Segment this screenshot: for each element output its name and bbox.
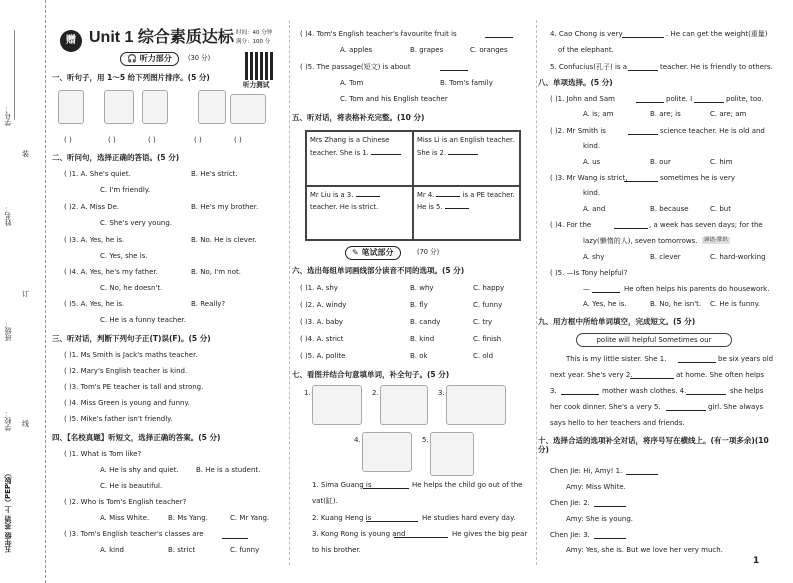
time-label: 时间：40 分钟: [236, 30, 273, 36]
option: B. He is a student.: [196, 466, 261, 474]
answer-blank[interactable]: [678, 355, 716, 363]
option: C. Mr Yang.: [230, 514, 270, 522]
qr-code-icon: [245, 52, 273, 80]
page-title: Unit 1 综合素质达标: [89, 29, 234, 46]
cut-mark: 线: [22, 420, 29, 428]
question: ( )5. A. polite: [300, 352, 346, 360]
picture-kong-rong: [446, 385, 506, 425]
section-8-title: 八、单项选择。(5 分): [538, 78, 613, 87]
question: ( )4. A. strict: [300, 335, 344, 343]
question: lazy(懒惰的人), seven tomorrows.: [583, 237, 698, 245]
headphones-icon: 🎧: [127, 54, 140, 63]
answer-bracket[interactable]: ( ): [108, 136, 116, 144]
option: C. Tom and his English teacher: [340, 95, 448, 103]
option: C. I'm friendly.: [100, 186, 151, 194]
option: A. shy: [583, 253, 605, 261]
statement: ( )1. Ms Smith is Jack's maths teacher.: [64, 351, 198, 359]
passage-line: mother wash clothes. 4.: [602, 387, 687, 395]
statement: ( )3. Tom's PE teacher is tall and strong.: [64, 383, 204, 391]
section-6-title: 六、选出每组单词画线部分读音不同的选项。(5 分): [292, 266, 465, 275]
picture-number: 2.: [372, 389, 379, 397]
proverb-tag: 谚语·常识: [704, 237, 728, 243]
answer-bracket[interactable]: ( ): [234, 136, 242, 144]
dialogue-line: Amy: Miss White.: [566, 483, 626, 491]
sentence: 3. Kong Rong is young and: [312, 530, 406, 538]
answer-blank[interactable]: [394, 530, 448, 538]
sentence: 5. Confucius(孔子) is a: [550, 63, 628, 71]
question: polite, too.: [726, 95, 764, 103]
dialogue-line: Amy: Yes, she is. But we love her very much.: [566, 546, 723, 554]
question: ( )4. A. Yes, he's my father.: [64, 268, 158, 276]
option: B. grapes: [410, 46, 444, 54]
answer-blank[interactable]: [592, 285, 620, 293]
sentence: 2. Kuang Heng is: [312, 514, 372, 522]
question: ( )2. Who is Tom's English teacher?: [64, 498, 187, 506]
passage-line: her cook dinner. She's a very 5.: [550, 403, 661, 411]
pencil-icon: ✎: [352, 248, 362, 257]
option: A. Yes, he is.: [583, 300, 627, 308]
option: C. funny: [473, 301, 503, 309]
section-1-title: 一、听句子，用 1～5 给下列图片排序。(5 分): [52, 73, 210, 82]
question: ( )1. A. She's quiet.: [64, 170, 131, 178]
sentence: 1. Sima Guang is: [312, 481, 372, 489]
answer-blank[interactable]: [440, 63, 468, 71]
option: C. He is beautiful.: [100, 482, 163, 490]
dialogue-line: Chen Jie: 2.: [550, 499, 590, 507]
picture-4: [198, 90, 226, 124]
passage-line: next year. She's very 2.: [550, 371, 633, 379]
answer-blank[interactable]: [594, 499, 626, 507]
word-bank: polite will helpful Sometimes our: [576, 333, 732, 347]
listening-label: 听力部分: [139, 54, 172, 63]
question: science teacher. He is old and: [660, 127, 765, 135]
sentence: . He can get the weight(重量): [666, 30, 768, 38]
option: B. Tom's family: [440, 79, 493, 87]
option: C. Yes, she is.: [100, 252, 148, 260]
option: A. us: [583, 158, 601, 166]
answer-blank[interactable]: [628, 63, 658, 71]
column-divider: [289, 20, 290, 565]
picture-sima-guang: [312, 385, 362, 425]
question: ( )1. What is Tom like?: [64, 450, 142, 458]
answer-blank[interactable]: [356, 189, 380, 197]
option: B. Ms Yang.: [168, 514, 208, 522]
option: B. why: [410, 284, 434, 292]
answer-blank[interactable]: [445, 201, 469, 209]
name-label: 姓名：: [4, 205, 12, 226]
answer-blank[interactable]: [628, 127, 658, 135]
option: C. happy: [473, 284, 505, 292]
writing-heading: [345, 246, 401, 260]
section-10-title: 十、选择合适的选项补全对话，将序号写在横线上。(有一项多余)(10 分): [538, 436, 769, 454]
dialogue-line: Amy: She is young.: [566, 515, 634, 523]
section-5-title: 五、听对话，将表格补充完整。(10 分): [292, 113, 425, 122]
picture-1: [58, 90, 84, 124]
statement: ( )4. Miss Green is young and funny.: [64, 399, 190, 407]
question: He often helps his parents do housework.: [624, 285, 770, 293]
question: ( )3. A. Yes, he is.: [64, 236, 125, 244]
answer-blank[interactable]: [436, 189, 460, 197]
sentence: He helps the child go out of the: [412, 481, 523, 489]
question: kind.: [583, 189, 601, 197]
answer-blank[interactable]: [366, 514, 418, 522]
option: B. No. He is clever.: [191, 236, 257, 244]
binding-strip: [0, 0, 46, 583]
option: C. No, he doesn't.: [100, 284, 163, 292]
question: ( )1. John and Sam: [550, 95, 615, 103]
option: C. are; am: [710, 110, 747, 118]
option: C. She's very young.: [100, 219, 172, 227]
answer-blank[interactable]: [694, 95, 724, 103]
page-number: 1: [753, 556, 760, 566]
passage-line: girl. She always: [708, 403, 764, 411]
school-label: 学校：: [4, 410, 12, 431]
student-id-label: 学号：: [4, 105, 12, 126]
sentence: teacher. He is friendly to others.: [660, 63, 773, 71]
option: B. clever: [650, 253, 681, 261]
question: —: [583, 285, 590, 293]
answer-blank[interactable]: [614, 221, 648, 229]
option: B. because: [650, 205, 689, 213]
option: B. Really?: [191, 300, 226, 308]
option: B. fly: [410, 301, 428, 309]
question: ( )4. Tom's English teacher's favourite fruit is: [300, 30, 457, 38]
statement: ( )2. Mary's English teacher is kind.: [64, 367, 188, 375]
option: C. old: [473, 352, 494, 360]
question: ( )1. A. shy: [300, 284, 338, 292]
question: ( )4. For the: [550, 221, 592, 229]
answer-blank[interactable]: [624, 174, 658, 182]
question: ( )3. A. baby: [300, 318, 344, 326]
passage-line: she helps: [730, 387, 764, 395]
sentence: He gives the big pear: [452, 530, 528, 538]
option: A. Miss White.: [100, 514, 150, 522]
cut-mark: 装: [22, 150, 29, 158]
answer-blank[interactable]: [686, 387, 726, 395]
question: ( )3. Tom's English teacher's classes are: [64, 530, 204, 538]
picture-number: 3.: [438, 389, 445, 397]
picture-3: [142, 90, 168, 124]
picture-number: 5.: [422, 436, 429, 444]
answer-bracket[interactable]: ( ): [64, 136, 72, 144]
sentence: 4. Cao Chong is very: [550, 30, 623, 38]
question: ( )2. A. windy: [300, 301, 347, 309]
option: A. and: [583, 205, 606, 213]
picture-cao-chong: [362, 432, 412, 472]
cut-mark: 订: [22, 290, 29, 298]
question: ( )5. A. Yes, he is.: [64, 300, 125, 308]
option: C. funny: [230, 546, 260, 554]
picture-number: 1.: [304, 389, 311, 397]
book-label: 五年级 英语 上（PEP版）: [4, 470, 12, 553]
column-divider: [536, 20, 537, 565]
option: A. kind: [100, 546, 124, 554]
passage-line: says hello to her teachers and friends.: [550, 419, 685, 427]
question: ( )2. A. Miss De.: [64, 203, 120, 211]
option: A. Tom: [340, 79, 364, 87]
option: B. strict: [168, 546, 196, 554]
sentence: of the elephant.: [558, 46, 614, 54]
table-cell: Mrs Zhang is a Chinese teacher. She is 1.: [306, 131, 413, 186]
table-cell: Mr 4. is a PE teacher. He is 5.: [413, 186, 520, 241]
answer-blank[interactable]: [363, 481, 409, 489]
listening-points: (30 分): [188, 54, 211, 62]
option: A. apples: [340, 46, 373, 54]
statement: ( )5. Mike's father isn't friendly.: [64, 415, 173, 423]
option: B. are; is: [650, 110, 681, 118]
option: B. No, he isn't.: [650, 300, 702, 308]
option: C. oranges: [470, 46, 508, 54]
option: C. He is a funny teacher.: [100, 316, 186, 324]
question: polite. I: [666, 95, 693, 103]
option: B. kind: [410, 335, 435, 343]
option: A. is; am: [583, 110, 614, 118]
dialogue-line: Chen Jie: Hi, Amy! 1.: [550, 467, 623, 475]
answer-bracket[interactable]: ( ): [148, 136, 156, 144]
answer-blank[interactable]: [371, 147, 401, 155]
section-3-title: 三、听对话，判断下列句子正(T)误(F)。(5 分): [52, 334, 211, 343]
info-table: [305, 130, 521, 241]
section-9-title: 九、用方框中所给单词填空，完成短文。(5 分): [538, 317, 696, 326]
sentence: vat(缸).: [312, 497, 338, 505]
qr-label: 听力测试: [243, 81, 270, 89]
gift-badge: 赠: [60, 30, 82, 52]
answer-blank[interactable]: [626, 467, 658, 475]
question: ( )5. —Is Tony helpful?: [550, 269, 628, 277]
option: A. He is shy and quiet.: [100, 466, 179, 474]
option: B. He's strict.: [191, 170, 238, 178]
option: B. ok: [410, 352, 428, 360]
option: B. He's my brother.: [191, 203, 259, 211]
option: C. He is funny.: [710, 300, 761, 308]
sentence: to his brother.: [312, 546, 361, 554]
picture-number: 4.: [354, 436, 361, 444]
picture-5: [230, 94, 266, 124]
table-cell: Miss Li is an English teacher. She is 2.: [413, 131, 520, 186]
writing-label: 笔试部分: [361, 248, 394, 257]
picture-2: [104, 90, 134, 124]
option: C. try: [473, 318, 493, 326]
option: C. but: [710, 205, 731, 213]
option: C. him: [710, 158, 733, 166]
answer-blank[interactable]: [448, 147, 478, 155]
option: B. our: [650, 158, 671, 166]
picture-kuang-heng: [380, 385, 428, 425]
question: sometimes he is very: [660, 174, 735, 182]
passage-line: be six years old: [718, 355, 774, 363]
answer-blank[interactable]: [561, 387, 599, 395]
section-2-title: 二、听问句，选择正确的答语。(5 分): [52, 153, 180, 162]
dialogue-line: Chen Jie: 3.: [550, 531, 590, 539]
sentence: He studies hard every day.: [422, 514, 516, 522]
passage-line: 3.: [550, 387, 557, 395]
answer-blank[interactable]: [636, 95, 664, 103]
question: ( )3. Mr Wang is strict,: [550, 174, 628, 182]
answer-blank[interactable]: [630, 371, 674, 379]
question: ( )5. The passage(短文) is about: [300, 63, 411, 71]
answer-blank[interactable]: [485, 30, 513, 38]
answer-blank[interactable]: [622, 30, 664, 38]
writing-points: (70 分): [417, 248, 440, 256]
table-cell: Mr Liu is a 3. teacher. He is strict.: [306, 186, 413, 241]
section-4-title: 四、【名校真题】听短文，选择正确的答案。(5 分): [52, 433, 221, 442]
option: C. hard-working: [710, 253, 766, 261]
option: B. candy: [410, 318, 441, 326]
question: ( )2. Mr Smith is: [550, 127, 606, 135]
passage-line: at home. She often helps: [676, 371, 765, 379]
question: kind.: [583, 142, 601, 150]
option: B. No, I'm not.: [191, 268, 241, 276]
answer-bracket[interactable]: ( ): [194, 136, 202, 144]
question: , a week has seven days; for the: [649, 221, 763, 229]
answer-blank[interactable]: [666, 403, 706, 411]
picture-confucius: [430, 432, 474, 476]
listening-heading: [120, 52, 179, 66]
score-label: 满分：100 分: [236, 39, 271, 45]
answer-blank[interactable]: [594, 531, 626, 539]
answer-blank[interactable]: [222, 531, 248, 539]
option: C. finish: [473, 335, 502, 343]
class-label: 班级：: [4, 320, 12, 341]
section-7-title: 七、看图并结合句意填单词，补全句子。(5 分): [292, 370, 450, 379]
passage-line: This is my little sister. She 1.: [566, 355, 667, 363]
